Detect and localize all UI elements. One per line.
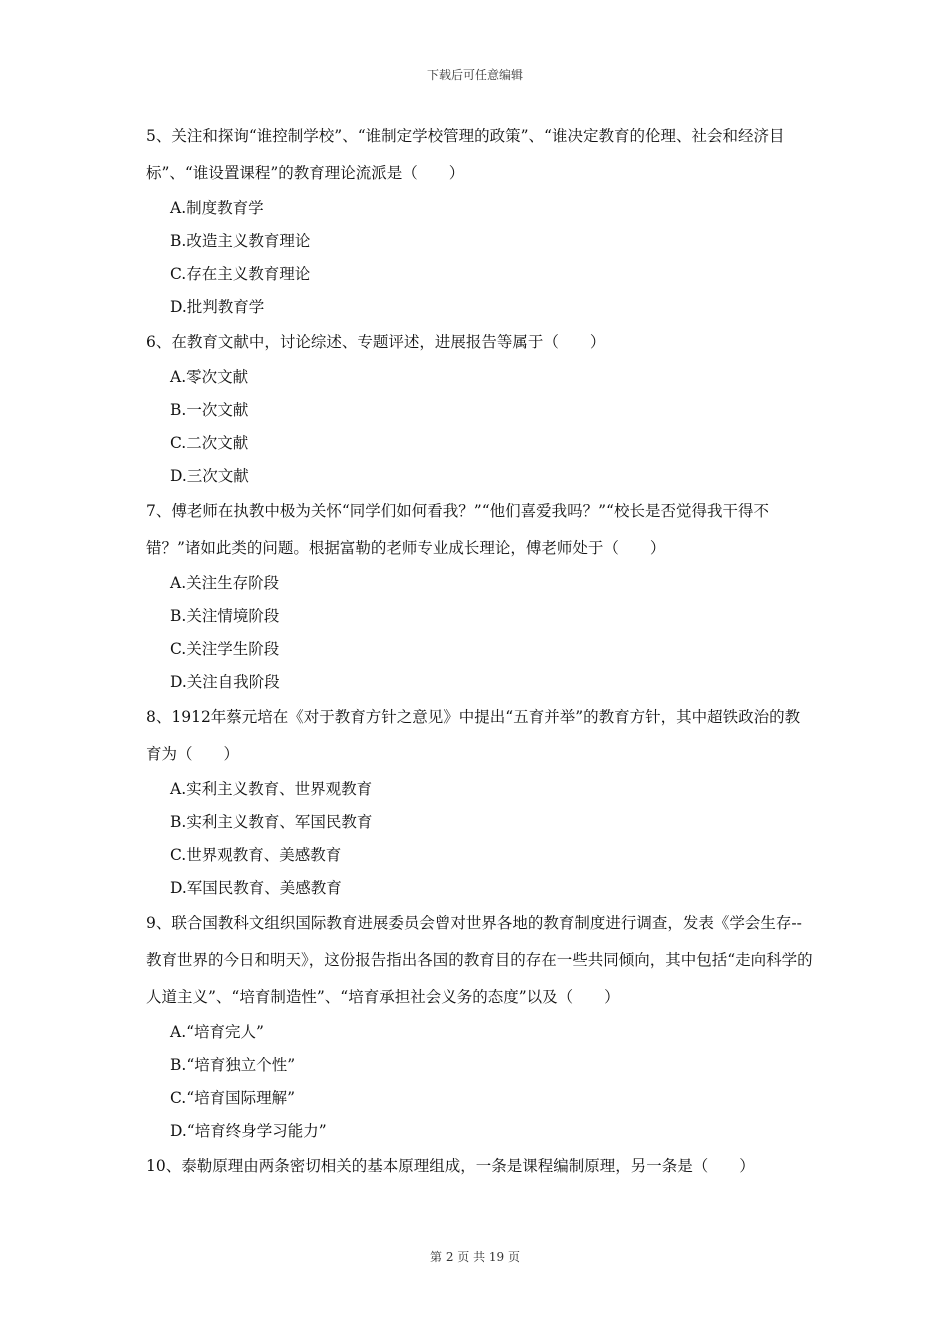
question-stem: 5、关注和探询“谁控制学校”、“谁制定学校管理的政策”、“谁决定教育的伦理、社会和经济目标”、“谁设置课程”的教育理论流派是（ ）: [146, 127, 785, 182]
question-stem: 7、傅老师在执教中极为关怀“同学们如何看我？”“他们喜爱我吗？”“校长是否觉得我干得不错？”诸如此类的问题。根据富勒的老师专业成长理论，傅老师处于（ ）: [146, 502, 769, 557]
option-d: D.三次文献: [170, 467, 249, 485]
question-stem: 8、1912年蔡元培在《对于教育方针之意见》中提出“五育并举”的教育方针，其中超铁政治的教育为（ ）: [146, 708, 801, 763]
question-5: [146, 118, 814, 324]
option-b: B.实利主义教育、军国民教育: [170, 813, 373, 831]
option-a: A.零次文献: [170, 368, 249, 386]
question-stem: 9、联合国教科文组织国际教育进展委员会曾对世界各地的教育制度进行调查，发表《学会生存--教育世界的今日和明天》，这份报告指出各国的教育目的存在一些共同倾向，其中包括“走向科学的人道主义”、“培育制造性”、“培育承担社会义务的态度”以及（ ）: [146, 914, 813, 1006]
option-c: C.关注学生阶段: [170, 640, 280, 658]
question-10: [146, 1148, 814, 1185]
option-a: A.实利主义教育、世界观教育: [170, 780, 373, 798]
question-stem: 6、在教育文献中，讨论综述、专题评述，进展报告等属于（ ）: [146, 333, 606, 351]
option-c: C.二次文献: [170, 434, 249, 452]
option-c: C.存在主义教育理论: [170, 265, 311, 283]
option-d: D.批判教育学: [170, 298, 265, 316]
option-a: A.“培育完人”: [170, 1023, 264, 1041]
option-b: B.改造主义教育理论: [170, 232, 311, 250]
option-d: D.“培育终身学习能力”: [170, 1122, 327, 1140]
page-footer: 第 2 页 共 19 页: [430, 1250, 520, 1264]
option-b: B.一次文献: [170, 401, 249, 419]
question-list: [146, 118, 814, 1185]
option-d: D.关注自我阶段: [170, 673, 280, 691]
option-d: D.军国民教育、美感教育: [170, 879, 342, 897]
option-b: B.关注情境阶段: [170, 607, 280, 625]
question-stem: 10、泰勒原理由两条密切相关的基本原理组成，一条是课程编制原理，另一条是（ ）: [146, 1157, 755, 1175]
option-c: C.“培育国际理解”: [170, 1089, 296, 1107]
question-9: [146, 905, 814, 1148]
option-a: A.制度教育学: [170, 199, 264, 217]
page-header: 下载后可任意编辑: [426, 68, 523, 82]
option-c: C.世界观教育、美感教育: [170, 846, 342, 864]
question-7: [146, 493, 814, 699]
question-6: [146, 324, 814, 493]
question-8: [146, 699, 814, 905]
option-a: A.关注生存阶段: [170, 574, 280, 592]
option-b: B.“培育独立个性”: [170, 1056, 296, 1074]
